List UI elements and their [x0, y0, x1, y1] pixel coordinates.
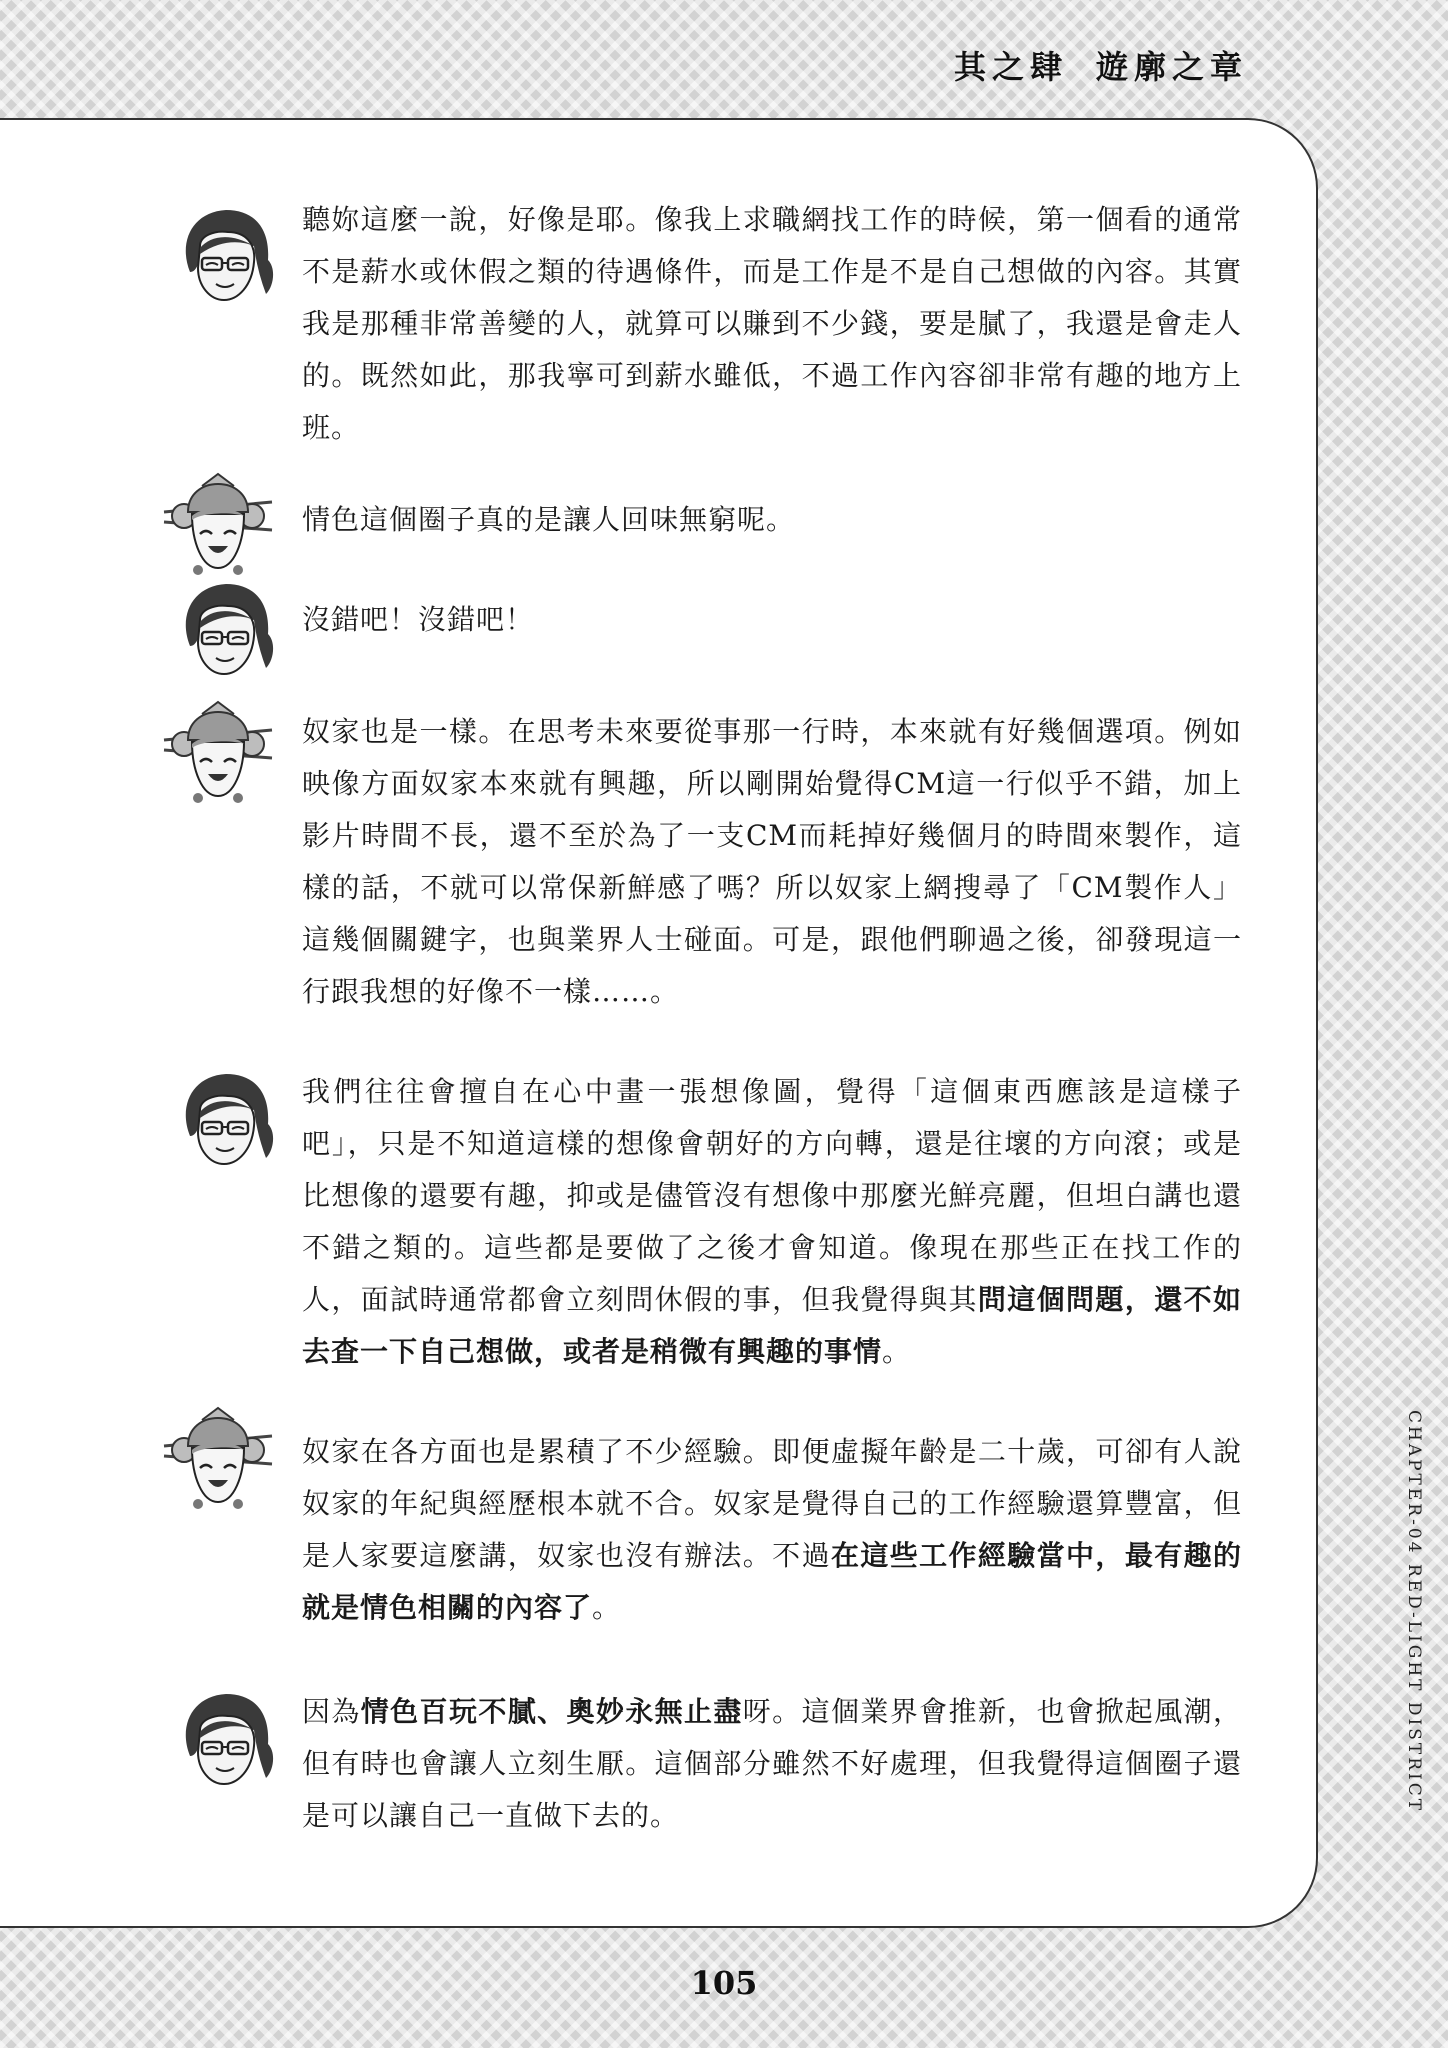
page-number: 105	[690, 1964, 758, 2002]
dialogue-emphasis: 問這個問題，還不如去查一下自己想做，或者是稍微有興趣的事情	[302, 1283, 1242, 1368]
dialogue-text-part: 我們往往會擅自在心中畫一張想像圖，覺得「這個東西應該是這樣子吧」，只是不知道這樣的想像會朝好的方向轉，還是往壞的方向滾；或是比想像的還要有趣，抑或是儘管沒有想像中那麼光鮮亮麗，但坦白講也還不錯之類的。這些都是要做了之後才會知道。像現在那些正在找工作的人，面試時通常都會立刻問休假的事，但我覺得與其	[302, 1075, 1242, 1316]
woman-with-glasses-avatar-icon	[170, 202, 282, 314]
dialogue-text-part: 情色這個圈子真的是讓人回味無窮呢。	[302, 503, 796, 536]
dialogue-text	[302, 594, 1242, 646]
chapter-title: 遊廓之章	[1095, 48, 1248, 86]
woman-with-glasses-avatar-icon	[170, 1686, 282, 1798]
chapter-side-tab: CHAPTER-04 RED-LIGHT DISTRICT	[1404, 1410, 1424, 1814]
dialogue-text	[302, 494, 1242, 546]
dialogue-text-part: 沒錯吧！沒錯吧！	[302, 603, 535, 636]
dialogue-text-part: 奴家也是一樣。在思考未來要從事那一行時，本來就有好幾個選項。例如映像方面奴家本來就有興趣，所以剛開始覺得CM這一行似乎不錯，加上影片時間不長，還不至於為了一支CM而耗掉好幾個月的時間來製作，這樣的話，不就可以常保新鮮感了嗎？所以奴家上網搜尋了「CM製作人」這幾個關鍵字，也與業界人士碰面。可是，跟他們聊過之後，卻發現這一行跟我想的好像不一樣……。	[302, 715, 1242, 1008]
dialogue-text-part: 奴家在各方面也是累積了不少經驗。即便虛擬年齡是二十歲，可卻有人說奴家的年紀與經歷根本就不合。奴家是覺得自己的工作經驗還算豐富，但是人家要這麼講，奴家也沒有辦法。不過	[302, 1435, 1242, 1572]
woman-with-glasses-avatar-icon	[170, 1066, 282, 1178]
dialogue-text	[302, 706, 1242, 1018]
oiran-avatar-smiling-icon	[162, 700, 274, 812]
dialogue-text-part: 因為	[302, 1695, 361, 1728]
dialogue-emphasis: 情色百玩不膩、奧妙永無止盡	[360, 1695, 743, 1728]
content-card	[0, 118, 1318, 1928]
chapter-label: 其之肆	[953, 48, 1068, 86]
dialogue-text	[302, 1686, 1242, 1842]
dialogue-text	[302, 1066, 1242, 1378]
dialogue-text	[302, 194, 1242, 454]
dialogue-emphasis: 在這些工作經驗當中，最有趣的就是情色相關的內容了	[302, 1539, 1242, 1624]
running-head	[954, 42, 1248, 88]
dialogue-text-part: 呀。這個業界會推新，也會掀起風潮，但有時也會讓人立刻生厭。這個部分雖然不好處理，但我覺得這個圈子還是可以讓自己一直做下去的。	[302, 1695, 1242, 1832]
oiran-avatar-happy-icon	[162, 1406, 274, 1518]
woman-with-glasses-avatar-icon	[170, 576, 282, 688]
dialogue-text-part: 。	[592, 1591, 622, 1624]
dialogue-text	[302, 1426, 1242, 1634]
oiran-avatar-heart-eyes-icon	[162, 472, 274, 584]
dialogue-text-part: 聽妳這麼一說，好像是耶。像我上求職網找工作的時候，第一個看的通常不是薪水或休假之類的待遇條件，而是工作是不是自己想做的內容。其實我是那種非常善變的人，就算可以賺到不少錢，要是膩了，我還是會走人的。既然如此，那我寧可到薪水雖低，不過工作內容卻非常有趣的地方上班。	[302, 203, 1242, 444]
dialogue-text-part: 。	[882, 1335, 912, 1368]
